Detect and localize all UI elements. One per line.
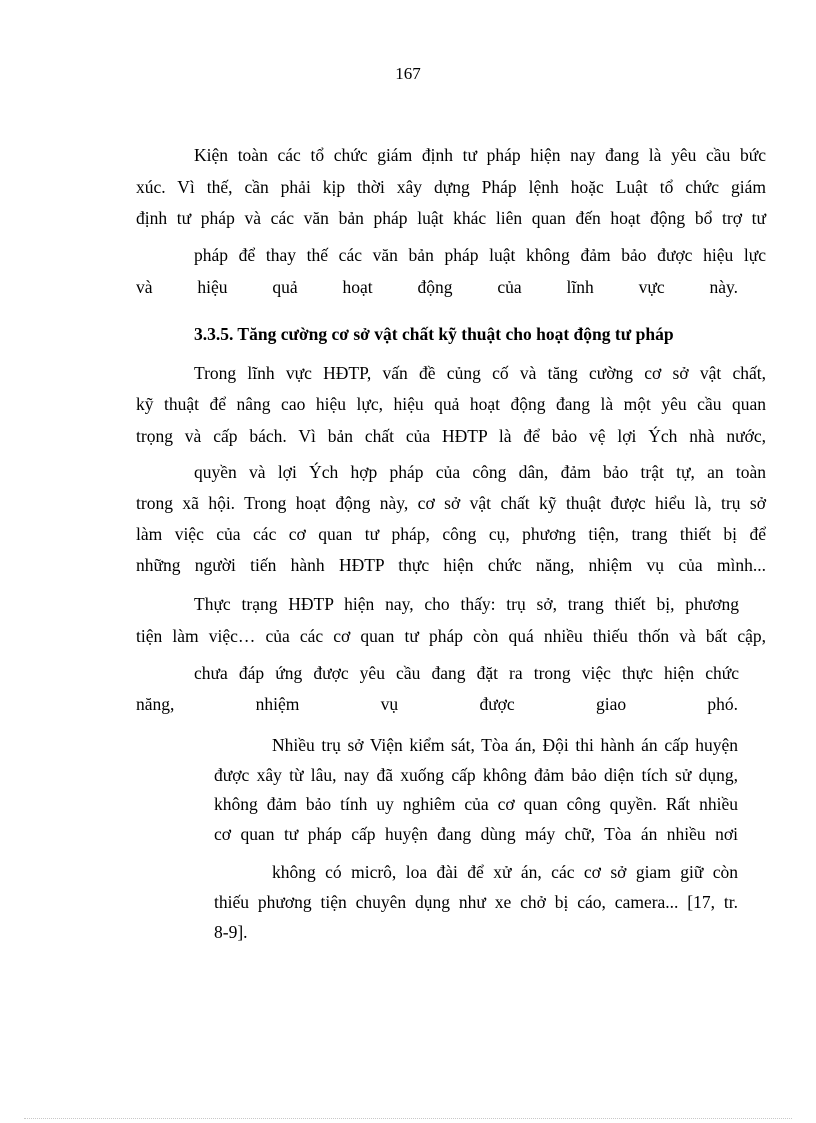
quote-line: không có micrô, loa đài để xử án, các cơ sở giam giữ còn	[272, 862, 738, 882]
quote-line: cơ quan tư pháp cấp huyện đang dùng máy chữ, Tòa án nhiều nơi	[214, 824, 738, 844]
text-line: trong xã hội. Trong hoạt động này, cơ sở vật chất kỹ thuật được hiểu là, trụ sở	[136, 493, 766, 513]
text-line: trọng và cấp bách. Vì bản chất của HĐTP là để bảo vệ lợi Ých nhà nước,	[136, 426, 766, 446]
text-line: quyền và lợi Ých hợp pháp của công dân, đảm bảo trật tự, an toàn	[194, 462, 766, 482]
page-bottom-rule	[24, 1118, 792, 1119]
text-line: Trong lĩnh vực HĐTP, vấn đề củng cố và tăng cường cơ sở vật chất,	[194, 363, 766, 383]
page-number: 167	[395, 64, 421, 83]
text-line: pháp để thay thế các văn bản pháp luật không đảm bảo được hiệu lực	[194, 245, 766, 265]
text-line: chưa đáp ứng được yêu cầu đang đặt ra trong việc thực hiện chức	[194, 663, 739, 683]
quote-line: thiếu phương tiện chuyên dụng như xe chở bị cáo, camera... [17, tr.	[214, 892, 738, 912]
text-line: kỹ thuật để nâng cao hiệu lực, hiệu quả hoạt động đang là một yêu cầu quan	[136, 394, 766, 414]
quote-line: Nhiều trụ sở Viện kiểm sát, Tòa án, Đội thi hành án cấp huyện	[272, 735, 738, 755]
text-line: xúc. Vì thế, cần phải kịp thời xây dựng Pháp lệnh hoặc Luật tổ chức giám	[136, 177, 766, 197]
section-heading: 3.3.5. Tăng cường cơ sở vật chất kỹ thuật cho hoạt động tư pháp	[194, 324, 674, 344]
quote-line: được xây từ lâu, nay đã xuống cấp không đảm bảo diện tích sử dụng,	[214, 765, 738, 785]
text-line: tiện làm việc… của các cơ quan tư pháp còn quá nhiều thiếu thốn và bất cập,	[136, 626, 766, 646]
text-line: và hiệu quả hoạt động của lĩnh vực này.	[136, 277, 738, 297]
text-line: năng, nhiệm vụ được giao phó.	[136, 694, 738, 714]
text-line: những người tiến hành HĐTP thực hiện chức năng, nhiệm vụ của mình...	[136, 555, 766, 575]
text-line: làm việc của các cơ quan tư pháp, công cụ, phương tiện, trang thiết bị để	[136, 524, 766, 544]
quote-line: 8-9].	[214, 922, 248, 942]
quote-line: không đảm bảo tính uy nghiêm của cơ quan công quyền. Rất nhiều	[214, 794, 738, 814]
text-line: Thực trạng HĐTP hiện nay, cho thấy: trụ sở, trang thiết bị, phương	[194, 594, 739, 614]
text-line: Kiện toàn các tổ chức giám định tư pháp hiện nay đang là yêu cầu bức	[194, 145, 766, 165]
text-line: định tư pháp và các văn bản pháp luật khác liên quan đến hoạt động bổ trợ tư	[136, 208, 766, 228]
